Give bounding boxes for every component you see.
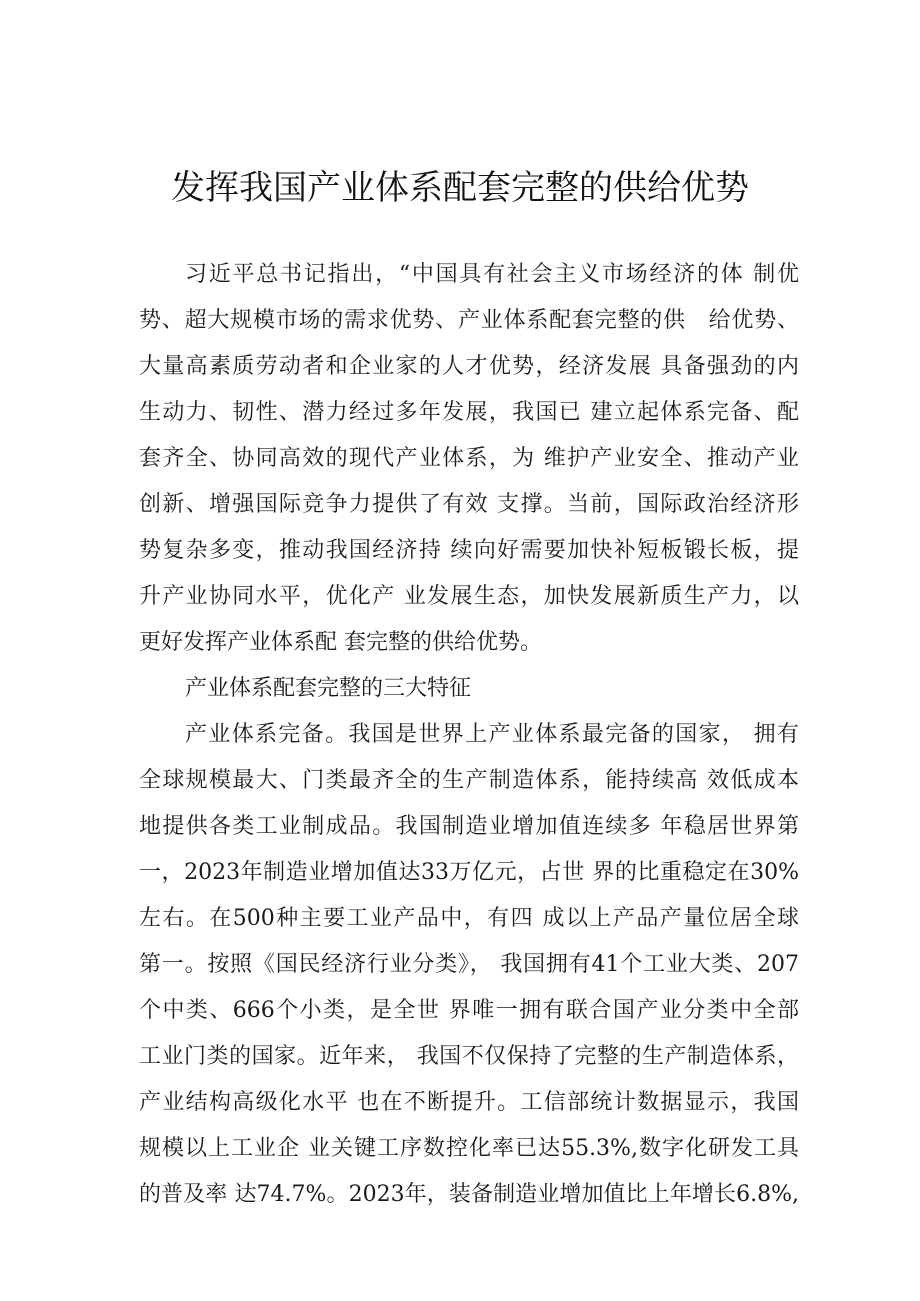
intro-line-7: 势复杂多变，推动我国经济持 续向好需要加快补短板锻长板，提 xyxy=(139,538,799,563)
feature-line-5: 左右。在500种主要工业产品中，有四 成以上产品产量位居全球 xyxy=(139,906,799,931)
feature-line-4: 一，2023年制造业增加值达33万亿元，占世 界的比重稳定在30% xyxy=(139,860,799,885)
feature-line-9: 产业结构高级化水平 也在不断提升。工信部统计数据显示，我国 xyxy=(139,1090,799,1115)
feature-line-8: 工业门类的国家。近年来， 我国不仅保持了完整的生产制造体系， xyxy=(139,1044,799,1069)
intro-line-3: 大量高素质劳动者和企业家的人才优势，经济发展 具备强劲的内 xyxy=(139,354,799,379)
article-body xyxy=(139,252,799,1218)
feature-line-3: 地提供各类工业制成品。我国制造业增加值连续多 年稳居世界第 xyxy=(139,814,799,839)
section-heading: 产业体系配套完整的三大特征 xyxy=(185,676,472,701)
feature-line-2: 全球规模最大、门类最齐全的生产制造体系，能持续高 效低成本 xyxy=(139,768,799,793)
intro-line-9: 更好发挥产业体系配 套完整的供给优势。 xyxy=(139,630,542,655)
feature-line-10: 规模以上工业企 业关键工序数控化率已达55.3%,数字化研发工具 xyxy=(139,1136,799,1161)
feature-line-6: 第一。按照《国民经济行业分类》， 我国拥有41个工业大类、207 xyxy=(139,952,799,977)
intro-line-5: 套齐全、协同高效的现代产业体系，为 维护产业安全、推动产业 xyxy=(139,446,799,471)
feature-line-1: 产业体系完备。我国是世界上产业体系最完备的国家， 拥有 xyxy=(185,722,799,747)
feature-line-7: 个中类、666个小类，是全世 界唯一拥有联合国产业分类中全部 xyxy=(139,998,799,1023)
intro-line-2: 势、超大规模市场的需求优势、产业体系配套完整的供 给优势、 xyxy=(139,308,799,333)
feature-line-11: 的普及率 达74.7%。2023年，装备制造业增加值比上年增长6.8%, xyxy=(139,1182,799,1207)
intro-line-8: 升产业协同水平，优化产 业发展生态，加快发展新质生产力，以 xyxy=(139,584,799,609)
intro-line-6: 创新、增强国际竞争力提供了有效 支撑。当前，国际政治经济形 xyxy=(139,492,799,517)
intro-line-4: 生动力、韧性、潜力经过多年发展，我国已 建立起体系完备、配 xyxy=(139,400,799,425)
intro-line-1: 习近平总书记指出，“中国具有社会主义市场经济的体 制优 xyxy=(185,262,799,287)
article-title: 发挥我国产业体系配套完整的供给优势 xyxy=(171,168,749,208)
